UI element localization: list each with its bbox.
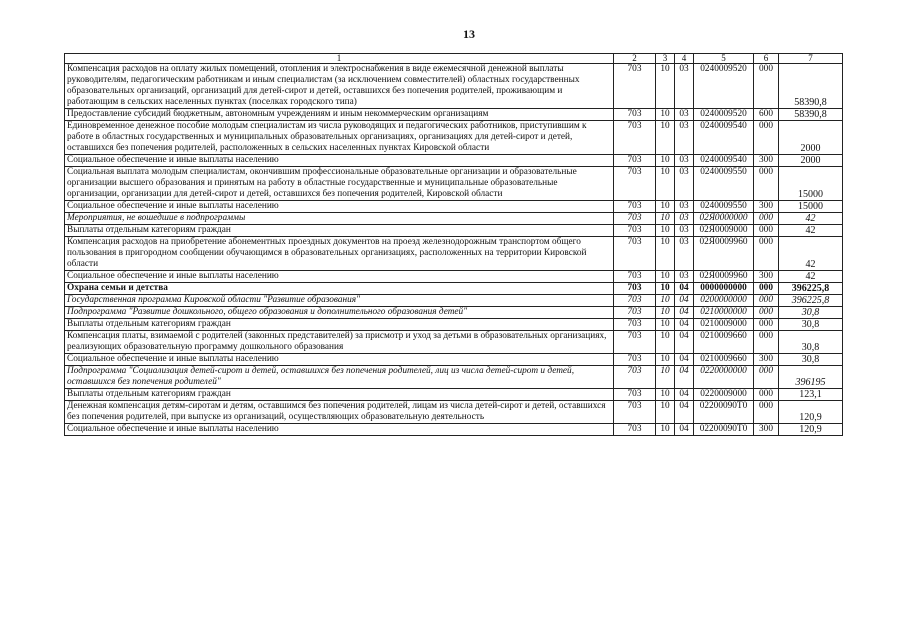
subsection-cell: 03 <box>675 271 694 283</box>
row-name-cell: Компенсация платы, взимаемой с родителей (законных представителей) за присмотр и уход за детьми в образовательных организациях, реализующих образовательную программу дошкольного образования <box>65 331 614 354</box>
subsection-cell: 04 <box>675 319 694 331</box>
amount-cell: 30,8 <box>779 331 843 354</box>
subsection-cell: 04 <box>675 424 694 436</box>
ministry-code-cell: 703 <box>614 64 656 109</box>
ministry-code-cell: 703 <box>614 366 656 389</box>
section-cell: 10 <box>656 64 675 109</box>
row-name-cell: Социальное обеспечение и иные выплаты населению <box>65 424 614 436</box>
subsection-cell: 03 <box>675 167 694 201</box>
expense-type-cell: 000 <box>754 121 779 155</box>
header-cell: 1 <box>65 54 614 64</box>
table-row <box>65 155 843 167</box>
subsection-cell: 03 <box>675 155 694 167</box>
ministry-code-cell: 703 <box>614 283 656 295</box>
target-article-cell: 0000000000 <box>694 283 754 295</box>
expense-type-cell: 000 <box>754 331 779 354</box>
row-name-cell: Социальное обеспечение и иные выплаты населению <box>65 201 614 213</box>
table-row <box>65 401 843 424</box>
subsection-cell: 03 <box>675 109 694 121</box>
row-name-cell: Денежная компенсация детям-сиротам и детям, оставшимся без попечения родителей, лицам из числа детей-сирот и детей, оставшихся без попечения родителей, при выпуске из организаций, осуществляющих образовательную деятельность <box>65 401 614 424</box>
section-cell: 10 <box>656 109 675 121</box>
ministry-code-cell: 703 <box>614 225 656 237</box>
expense-type-cell: 300 <box>754 201 779 213</box>
table-row <box>65 213 843 225</box>
amount-cell: 120,9 <box>779 401 843 424</box>
expense-type-cell: 000 <box>754 225 779 237</box>
amount-cell: 120,9 <box>779 424 843 436</box>
subsection-cell: 04 <box>675 366 694 389</box>
row-name-cell: Социальное обеспечение и иные выплаты населению <box>65 155 614 167</box>
expense-type-cell: 000 <box>754 307 779 319</box>
amount-cell: 2000 <box>779 155 843 167</box>
target-article-cell: 0220009000 <box>694 389 754 401</box>
subsection-cell: 03 <box>675 213 694 225</box>
table-row <box>65 225 843 237</box>
expense-type-cell: 000 <box>754 213 779 225</box>
amount-cell: 15000 <box>779 201 843 213</box>
target-article-cell: 02Я0000000 <box>694 213 754 225</box>
page-number: 13 <box>463 27 475 41</box>
subsection-cell: 03 <box>675 121 694 155</box>
amount-cell: 42 <box>779 225 843 237</box>
target-article-cell: 0240009520 <box>694 109 754 121</box>
subsection-cell: 04 <box>675 401 694 424</box>
expense-type-cell: 300 <box>754 354 779 366</box>
ministry-code-cell: 703 <box>614 213 656 225</box>
subsection-cell: 03 <box>675 237 694 271</box>
ministry-code-cell: 703 <box>614 109 656 121</box>
row-name-cell: Предоставление субсидий бюджетным, автономным учреждениям и иным некоммерческим организациям <box>65 109 614 121</box>
budget-table <box>64 53 843 436</box>
table-row <box>65 319 843 331</box>
subsection-cell: 04 <box>675 283 694 295</box>
header-cell: 6 <box>754 54 779 64</box>
section-cell: 10 <box>656 155 675 167</box>
table-row <box>65 283 843 295</box>
row-name-cell: Компенсация расходов на приобретение абонементных проездных документов на проезд железнодорожным транспортом общего пользования в пригородном сообщении обучающимся в образовательных организациях, расположенных на территории Кировской области <box>65 237 614 271</box>
row-name-cell: Подпрограмма "Социализация детей-сирот и детей, оставшихся без попечения родителей, лиц из числа детей-сирот и детей, оставшихся без попечения родителей" <box>65 366 614 389</box>
section-cell: 10 <box>656 167 675 201</box>
expense-type-cell: 000 <box>754 283 779 295</box>
amount-cell: 123,1 <box>779 389 843 401</box>
section-cell: 10 <box>656 213 675 225</box>
ministry-code-cell: 703 <box>614 307 656 319</box>
amount-cell: 42 <box>779 213 843 225</box>
table-row <box>65 295 843 307</box>
section-cell: 10 <box>656 307 675 319</box>
ministry-code-cell: 703 <box>614 237 656 271</box>
row-name-cell: Выплаты отдельным категориям граждан <box>65 225 614 237</box>
row-name-cell: Компенсация расходов на оплату жилых помещений, отопления и электроснабжения в виде ежемесячной денежной выплаты руководителям, педагогическим работникам и иным специалистам (за исключением совместителей) областных государственных образовательных организаций, организаций для детей-сирот и детей, оставшихся без попечения родителей, проживающим и работающим в сельских населенных пунктах (поселках городского типа) <box>65 64 614 109</box>
row-name-cell: Мероприятия, не вошедшие в подпрограммы <box>65 213 614 225</box>
section-cell: 10 <box>656 271 675 283</box>
target-article-cell: 0210000000 <box>694 307 754 319</box>
target-article-cell: 02200090Т0 <box>694 401 754 424</box>
target-article-cell: 02Я0009960 <box>694 271 754 283</box>
row-name-cell: Охрана семьи и детства <box>65 283 614 295</box>
amount-cell: 30,8 <box>779 354 843 366</box>
table-row <box>65 237 843 271</box>
ministry-code-cell: 703 <box>614 331 656 354</box>
target-article-cell: 0240009550 <box>694 201 754 213</box>
row-name-cell: Выплаты отдельным категориям граждан <box>65 389 614 401</box>
expense-type-cell: 000 <box>754 389 779 401</box>
table-row <box>65 109 843 121</box>
section-cell: 10 <box>656 366 675 389</box>
target-article-cell: 02Я0009960 <box>694 237 754 271</box>
ministry-code-cell: 703 <box>614 319 656 331</box>
header-cell: 3 <box>656 54 675 64</box>
table-row <box>65 354 843 366</box>
subsection-cell: 04 <box>675 307 694 319</box>
row-name-cell: Государственная программа Кировской области "Развитие образования" <box>65 295 614 307</box>
ministry-code-cell: 703 <box>614 354 656 366</box>
expense-type-cell: 000 <box>754 167 779 201</box>
header-cell: 5 <box>694 54 754 64</box>
row-name-cell: Единовременное денежное пособие молодым специалистам из числа руководящих и педагогических работников, приступившим к работе в областных государственных и муниципальных образовательных организациях, организациях для детей-сирот и детей, оставшихся без попечения родителей, расположенных в сельских населенных пунктах Кировской области <box>65 121 614 155</box>
row-name-cell: Социальная выплата молодым специалистам, окончившим профессиональные образовательные организации и образовательные организации высшего образования и принятым на работу в областные государственные и муниципальные образовательные организации, организации для детей-сирот и детей, оставшихся без попечения родителей, Кировской области <box>65 167 614 201</box>
target-article-cell: 0240009520 <box>694 64 754 109</box>
section-cell: 10 <box>656 331 675 354</box>
amount-cell: 396225,8 <box>779 295 843 307</box>
ministry-code-cell: 703 <box>614 271 656 283</box>
target-article-cell: 02Я0009000 <box>694 225 754 237</box>
subsection-cell: 04 <box>675 295 694 307</box>
amount-cell: 58390,8 <box>779 109 843 121</box>
header-cell: 2 <box>614 54 656 64</box>
expense-type-cell: 000 <box>754 401 779 424</box>
section-cell: 10 <box>656 295 675 307</box>
section-cell: 10 <box>656 319 675 331</box>
row-name-cell: Подпрограмма "Развитие дошкольного, общего образования и дополнительного образования детей" <box>65 307 614 319</box>
amount-cell: 396195 <box>779 366 843 389</box>
target-article-cell: 0240009540 <box>694 121 754 155</box>
section-cell: 10 <box>656 354 675 366</box>
row-name-cell: Социальное обеспечение и иные выплаты населению <box>65 354 614 366</box>
subsection-cell: 04 <box>675 331 694 354</box>
section-cell: 10 <box>656 401 675 424</box>
target-article-cell: 0240009540 <box>694 155 754 167</box>
table-row <box>65 201 843 213</box>
header-cell: 7 <box>779 54 843 64</box>
table-row <box>65 366 843 389</box>
section-cell: 10 <box>656 389 675 401</box>
amount-cell: 15000 <box>779 167 843 201</box>
expense-type-cell: 600 <box>754 109 779 121</box>
table-row <box>65 331 843 354</box>
table-row <box>65 271 843 283</box>
amount-cell: 30,8 <box>779 319 843 331</box>
amount-cell: 58390,8 <box>779 64 843 109</box>
subsection-cell: 03 <box>675 225 694 237</box>
section-cell: 10 <box>656 237 675 271</box>
section-cell: 10 <box>656 225 675 237</box>
ministry-code-cell: 703 <box>614 424 656 436</box>
expense-type-cell: 000 <box>754 64 779 109</box>
ministry-code-cell: 703 <box>614 121 656 155</box>
expense-type-cell: 000 <box>754 295 779 307</box>
row-name-cell: Социальное обеспечение и иные выплаты населению <box>65 271 614 283</box>
ministry-code-cell: 703 <box>614 167 656 201</box>
target-article-cell: 0240009550 <box>694 167 754 201</box>
table-row <box>65 389 843 401</box>
amount-cell: 42 <box>779 271 843 283</box>
table-row <box>65 167 843 201</box>
subsection-cell: 04 <box>675 354 694 366</box>
target-article-cell: 0200000000 <box>694 295 754 307</box>
ministry-code-cell: 703 <box>614 201 656 213</box>
amount-cell: 30,8 <box>779 307 843 319</box>
section-cell: 10 <box>656 201 675 213</box>
target-article-cell: 0210009660 <box>694 354 754 366</box>
section-cell: 10 <box>656 121 675 155</box>
ministry-code-cell: 703 <box>614 401 656 424</box>
expense-type-cell: 300 <box>754 424 779 436</box>
expense-type-cell: 000 <box>754 237 779 271</box>
subsection-cell: 04 <box>675 389 694 401</box>
table-row <box>65 64 843 109</box>
section-cell: 10 <box>656 283 675 295</box>
amount-cell: 2000 <box>779 121 843 155</box>
table-row <box>65 307 843 319</box>
ministry-code-cell: 703 <box>614 295 656 307</box>
row-name-cell: Выплаты отдельным категориям граждан <box>65 319 614 331</box>
target-article-cell: 0210009660 <box>694 331 754 354</box>
subsection-cell: 03 <box>675 64 694 109</box>
expense-type-cell: 300 <box>754 155 779 167</box>
table-row <box>65 121 843 155</box>
expense-type-cell: 000 <box>754 366 779 389</box>
target-article-cell: 0210009000 <box>694 319 754 331</box>
ministry-code-cell: 703 <box>614 389 656 401</box>
section-cell: 10 <box>656 424 675 436</box>
expense-type-cell: 300 <box>754 271 779 283</box>
subsection-cell: 03 <box>675 201 694 213</box>
target-article-cell: 02200090Т0 <box>694 424 754 436</box>
target-article-cell: 0220000000 <box>694 366 754 389</box>
amount-cell: 396225,8 <box>779 283 843 295</box>
table-row <box>65 424 843 436</box>
header-cell: 4 <box>675 54 694 64</box>
amount-cell: 42 <box>779 237 843 271</box>
header-row <box>65 54 843 64</box>
expense-type-cell: 000 <box>754 319 779 331</box>
ministry-code-cell: 703 <box>614 155 656 167</box>
